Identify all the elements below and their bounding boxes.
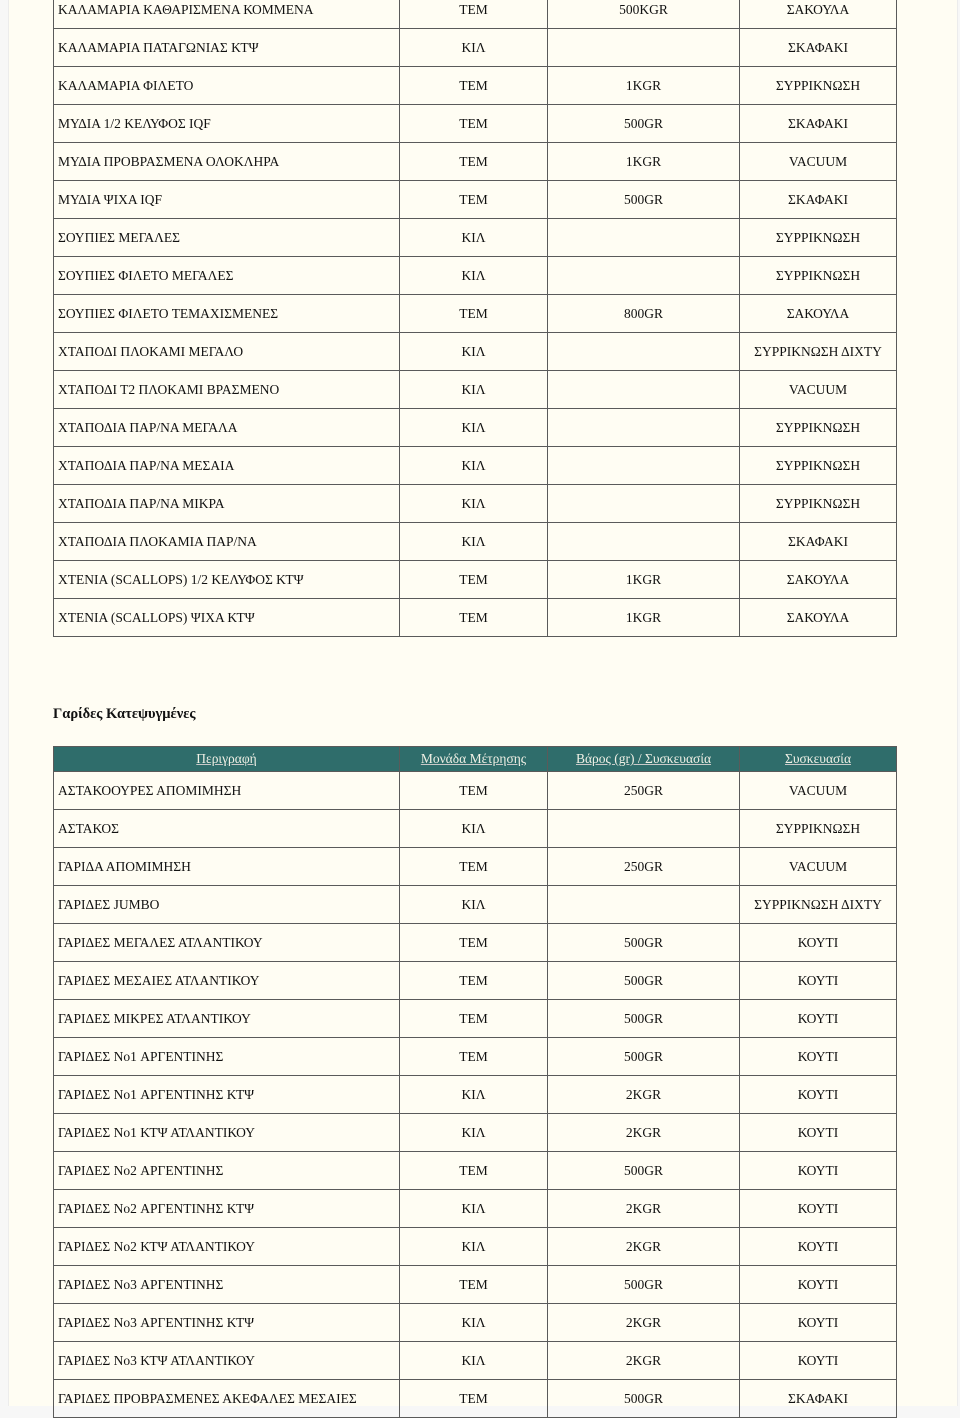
cell-weight: 2KGR — [548, 1114, 740, 1152]
table-body — [54, 772, 897, 1418]
cell-unit: ΤΕΜ — [400, 962, 548, 1000]
cell-description: ΚΑΛΑΜΑΡΙΑ ΚΑΘΑΡΙΣΜΕΝΑ ΚΟΜΜΕΝΑ — [54, 0, 400, 29]
cell-packaging: ΚΟΥΤΙ — [740, 1190, 897, 1228]
cell-packaging: ΣΥΡΡΙΚΝΩΣΗ — [740, 257, 897, 295]
header-unit: Μονάδα Μέτρησης — [400, 747, 548, 772]
cell-description: ΓΑΡΙΔΑ ΑΠΟΜΙΜΗΣΗ — [54, 848, 400, 886]
cell-description: ΓΑΡΙΔΕΣ No2 ΑΡΓΕΝΤΙΝΗΣ ΚΤΨ — [54, 1190, 400, 1228]
cell-unit: ΚΙΛ — [400, 29, 548, 67]
cell-description: ΓΑΡΙΔΕΣ No3 ΚΤΨ ΑΤΛΑΝΤΙΚΟΥ — [54, 1342, 400, 1380]
table-row — [54, 1380, 897, 1418]
cell-description: ΚΑΛΑΜΑΡΙΑ ΠΑΤΑΓΩΝΙΑΣ ΚΤΨ — [54, 29, 400, 67]
product-table-shrimp — [53, 746, 897, 1418]
cell-description: ΓΑΡΙΔΕΣ ΜΕΣΑΙΕΣ ΑΤΛΑΝΤΙΚΟΥ — [54, 962, 400, 1000]
cell-unit: ΚΙΛ — [400, 523, 548, 561]
cell-unit: ΤΕΜ — [400, 295, 548, 333]
cell-packaging: ΚΟΥΤΙ — [740, 1114, 897, 1152]
table-row — [54, 772, 897, 810]
table-row — [54, 848, 897, 886]
cell-unit: ΚΙΛ — [400, 810, 548, 848]
table-row — [54, 810, 897, 848]
table-body — [54, 0, 897, 637]
cell-weight — [548, 29, 740, 67]
product-table-seafood — [53, 0, 897, 637]
table-row — [54, 447, 897, 485]
cell-packaging: ΣΑΚΟΥΛΑ — [740, 561, 897, 599]
table-row — [54, 1000, 897, 1038]
cell-packaging: ΚΟΥΤΙ — [740, 924, 897, 962]
cell-description: ΧΤΑΠΟΔΙ ΠΛΟΚΑΜΙ ΜΕΓΑΛΟ — [54, 333, 400, 371]
cell-weight: 1KGR — [548, 67, 740, 105]
cell-packaging: VACUUM — [740, 143, 897, 181]
cell-description: ΑΣΤΑΚΟΟΥΡΕΣ ΑΠΟΜΙΜΗΣΗ — [54, 772, 400, 810]
cell-unit: ΚΙΛ — [400, 886, 548, 924]
cell-weight: 2KGR — [548, 1228, 740, 1266]
section-title: Γαρίδες Κατεψυγμένες — [53, 706, 196, 722]
cell-description: ΧΤΑΠΟΔΙΑ ΠΑΡ/ΝΑ ΜΕΣΑΙΑ — [54, 447, 400, 485]
cell-unit: ΤΕΜ — [400, 599, 548, 637]
cell-packaging: ΣΚΑΦΑΚΙ — [740, 1380, 897, 1418]
table-row — [54, 1228, 897, 1266]
table-row — [54, 485, 897, 523]
cell-description: ΜΥΔΙΑ 1/2 ΚΕΛΥΦΟΣ IQF — [54, 105, 400, 143]
cell-weight — [548, 371, 740, 409]
table-row — [54, 962, 897, 1000]
table-row — [54, 599, 897, 637]
cell-packaging: ΣΥΡΡΙΚΝΩΣΗ ΔΙΧΤΥ — [740, 886, 897, 924]
cell-weight: 250GR — [548, 848, 740, 886]
cell-description: ΓΑΡΙΔΕΣ JUMBO — [54, 886, 400, 924]
cell-unit: ΤΕΜ — [400, 181, 548, 219]
cell-packaging: ΚΟΥΤΙ — [740, 1228, 897, 1266]
cell-description: ΣΟΥΠΙΕΣ ΦΙΛΕΤΟ ΜΕΓΑΛΕΣ — [54, 257, 400, 295]
cell-unit: ΤΕΜ — [400, 143, 548, 181]
cell-unit: ΤΕΜ — [400, 105, 548, 143]
cell-description: ΓΑΡΙΔΕΣ ΜΕΓΑΛΕΣ ΑΤΛΑΝΤΙΚΟΥ — [54, 924, 400, 962]
cell-weight — [548, 447, 740, 485]
table-row — [54, 29, 897, 67]
cell-description: ΧΤΕΝΙΑ (SCALLOPS) 1/2 ΚΕΛΥΦΟΣ ΚΤΨ — [54, 561, 400, 599]
cell-weight — [548, 257, 740, 295]
cell-packaging: ΚΟΥΤΙ — [740, 1076, 897, 1114]
cell-weight: 500GR — [548, 181, 740, 219]
table-row — [54, 1190, 897, 1228]
cell-unit: ΚΙΛ — [400, 447, 548, 485]
cell-unit: ΚΙΛ — [400, 1076, 548, 1114]
cell-packaging: ΣΚΑΦΑΚΙ — [740, 105, 897, 143]
cell-weight — [548, 409, 740, 447]
cell-description: ΓΑΡΙΔΕΣ No1 ΚΤΨ ΑΤΛΑΝΤΙΚΟΥ — [54, 1114, 400, 1152]
cell-description: ΧΤΑΠΟΔΙΑ ΠΛΟΚΑΜΙΑ ΠΑΡ/ΝΑ — [54, 523, 400, 561]
cell-weight: 2KGR — [548, 1190, 740, 1228]
cell-weight: 500GR — [548, 105, 740, 143]
cell-packaging: ΣΚΑΦΑΚΙ — [740, 29, 897, 67]
cell-weight — [548, 810, 740, 848]
cell-weight: 500GR — [548, 1380, 740, 1418]
cell-weight: 2KGR — [548, 1342, 740, 1380]
table-row — [54, 105, 897, 143]
cell-description: ΓΑΡΙΔΕΣ No2 ΑΡΓΕΝΤΙΝΗΣ — [54, 1152, 400, 1190]
cell-unit: ΚΙΛ — [400, 333, 548, 371]
cell-weight: 1KGR — [548, 599, 740, 637]
table-row — [54, 1342, 897, 1380]
cell-description: ΓΑΡΙΔΕΣ ΠΡΟΒΡΑΣΜΕΝΕΣ ΑΚΕΦΑΛΕΣ ΜΕΣΑΙΕΣ — [54, 1380, 400, 1418]
cell-packaging: ΣΥΡΡΙΚΝΩΣΗ — [740, 485, 897, 523]
cell-weight: 2KGR — [548, 1076, 740, 1114]
cell-weight: 500GR — [548, 1266, 740, 1304]
cell-weight: 2KGR — [548, 1304, 740, 1342]
cell-weight — [548, 523, 740, 561]
cell-unit: ΚΙΛ — [400, 1190, 548, 1228]
cell-weight: 500GR — [548, 962, 740, 1000]
cell-packaging: ΣΥΡΡΙΚΝΩΣΗ — [740, 810, 897, 848]
cell-unit: ΤΕΜ — [400, 1000, 548, 1038]
table-row — [54, 523, 897, 561]
table-row — [54, 886, 897, 924]
cell-unit: ΤΕΜ — [400, 1038, 548, 1076]
table-row — [54, 295, 897, 333]
cell-description: ΣΟΥΠΙΕΣ ΦΙΛΕΤΟ ΤΕΜΑΧΙΣΜΕΝΕΣ — [54, 295, 400, 333]
cell-packaging: ΣΥΡΡΙΚΝΩΣΗ ΔΙΧΤΥ — [740, 333, 897, 371]
cell-unit: ΤΕΜ — [400, 1152, 548, 1190]
table-row — [54, 0, 897, 29]
cell-packaging: VACUUM — [740, 848, 897, 886]
cell-packaging: ΚΟΥΤΙ — [740, 1000, 897, 1038]
cell-description: ΑΣΤΑΚΟΣ — [54, 810, 400, 848]
cell-unit: ΚΙΛ — [400, 485, 548, 523]
cell-weight: 500KGR — [548, 0, 740, 29]
header-packaging: Συσκευασία — [740, 747, 897, 772]
cell-weight: 500GR — [548, 1038, 740, 1076]
cell-weight: 500GR — [548, 1152, 740, 1190]
header-weight: Βάρος (gr) / Συσκευασία — [548, 747, 740, 772]
cell-packaging: ΚΟΥΤΙ — [740, 1304, 897, 1342]
cell-weight: 800GR — [548, 295, 740, 333]
cell-unit: ΚΙΛ — [400, 219, 548, 257]
cell-weight — [548, 886, 740, 924]
cell-unit: ΤΕΜ — [400, 772, 548, 810]
cell-packaging: ΚΟΥΤΙ — [740, 1038, 897, 1076]
cell-weight: 500GR — [548, 924, 740, 962]
cell-unit: ΚΙΛ — [400, 409, 548, 447]
table-row — [54, 409, 897, 447]
cell-unit: ΤΕΜ — [400, 848, 548, 886]
table-row — [54, 333, 897, 371]
cell-packaging: VACUUM — [740, 772, 897, 810]
cell-weight — [548, 485, 740, 523]
cell-description: ΧΤΑΠΟΔΙΑ ΠΑΡ/ΝΑ ΜΕΓΑΛΑ — [54, 409, 400, 447]
cell-weight: 1KGR — [548, 561, 740, 599]
cell-description: ΓΑΡΙΔΕΣ No3 ΑΡΓΕΝΤΙΝΗΣ — [54, 1266, 400, 1304]
cell-description: ΣΟΥΠΙΕΣ ΜΕΓΑΛΕΣ — [54, 219, 400, 257]
cell-weight: 1KGR — [548, 143, 740, 181]
cell-unit: ΤΕΜ — [400, 1266, 548, 1304]
table-row — [54, 1076, 897, 1114]
cell-unit: ΚΙΛ — [400, 371, 548, 409]
cell-unit: ΚΙΛ — [400, 257, 548, 295]
cell-description: ΧΤΑΠΟΔΙΑ ΠΑΡ/ΝΑ ΜΙΚΡΑ — [54, 485, 400, 523]
cell-unit: ΚΙΛ — [400, 1114, 548, 1152]
table-row — [54, 181, 897, 219]
cell-packaging: ΣΚΑΦΑΚΙ — [740, 181, 897, 219]
table-row — [54, 1114, 897, 1152]
cell-description: ΓΑΡΙΔΕΣ No1 ΑΡΓΕΝΤΙΝΗΣ ΚΤΨ — [54, 1076, 400, 1114]
cell-description: ΜΥΔΙΑ ΨΙΧΑ IQF — [54, 181, 400, 219]
cell-unit: ΚΙΛ — [400, 1228, 548, 1266]
table-row — [54, 924, 897, 962]
table-row — [54, 219, 897, 257]
cell-packaging: ΚΟΥΤΙ — [740, 1152, 897, 1190]
cell-unit: ΚΙΛ — [400, 1304, 548, 1342]
table-row — [54, 1304, 897, 1342]
document-page — [8, 0, 958, 1406]
cell-description: ΜΥΔΙΑ ΠΡΟΒΡΑΣΜΕΝΑ ΟΛΟΚΛΗΡΑ — [54, 143, 400, 181]
table-row — [54, 1038, 897, 1076]
table-row — [54, 257, 897, 295]
cell-packaging: VACUUM — [740, 371, 897, 409]
cell-description: ΓΑΡΙΔΕΣ No1 ΑΡΓΕΝΤΙΝΗΣ — [54, 1038, 400, 1076]
cell-packaging: ΣΥΡΡΙΚΝΩΣΗ — [740, 67, 897, 105]
cell-unit: ΤΕΜ — [400, 0, 548, 29]
table-row — [54, 1266, 897, 1304]
cell-description: ΚΑΛΑΜΑΡΙΑ ΦΙΛΕΤΟ — [54, 67, 400, 105]
table-row — [54, 67, 897, 105]
table-row — [54, 561, 897, 599]
header-row — [54, 747, 897, 772]
table-row — [54, 1152, 897, 1190]
table-header — [54, 747, 897, 772]
cell-weight — [548, 333, 740, 371]
cell-packaging: ΚΟΥΤΙ — [740, 962, 897, 1000]
cell-description: ΓΑΡΙΔΕΣ No2 ΚΤΨ ΑΤΛΑΝΤΙΚΟΥ — [54, 1228, 400, 1266]
cell-description: ΓΑΡΙΔΕΣ ΜΙΚΡΕΣ ΑΤΛΑΝΤΙΚΟΥ — [54, 1000, 400, 1038]
cell-packaging: ΣΑΚΟΥΛΑ — [740, 295, 897, 333]
cell-packaging: ΣΚΑΦΑΚΙ — [740, 523, 897, 561]
cell-description: ΧΤΕΝΙΑ (SCALLOPS) ΨΙΧΑ ΚΤΨ — [54, 599, 400, 637]
cell-packaging: ΣΥΡΡΙΚΝΩΣΗ — [740, 219, 897, 257]
header-description: Περιγραφή — [54, 747, 400, 772]
table-row — [54, 371, 897, 409]
cell-packaging: ΣΥΡΡΙΚΝΩΣΗ — [740, 409, 897, 447]
cell-packaging: ΚΟΥΤΙ — [740, 1342, 897, 1380]
table-row — [54, 143, 897, 181]
cell-packaging: ΣΥΡΡΙΚΝΩΣΗ — [740, 447, 897, 485]
cell-description: ΧΤΑΠΟΔΙ Τ2 ΠΛΟΚΑΜΙ ΒΡΑΣΜΕΝΟ — [54, 371, 400, 409]
cell-packaging: ΣΑΚΟΥΛΑ — [740, 599, 897, 637]
cell-weight: 250GR — [548, 772, 740, 810]
cell-unit: ΤΕΜ — [400, 1380, 548, 1418]
cell-packaging: ΚΟΥΤΙ — [740, 1266, 897, 1304]
cell-unit: ΚΙΛ — [400, 1342, 548, 1380]
cell-unit: ΤΕΜ — [400, 67, 548, 105]
cell-weight: 500GR — [548, 1000, 740, 1038]
cell-packaging: ΣΑΚΟΥΛΑ — [740, 0, 897, 29]
cell-unit: ΤΕΜ — [400, 561, 548, 599]
cell-weight — [548, 219, 740, 257]
cell-unit: ΤΕΜ — [400, 924, 548, 962]
cell-description: ΓΑΡΙΔΕΣ No3 ΑΡΓΕΝΤΙΝΗΣ ΚΤΨ — [54, 1304, 400, 1342]
